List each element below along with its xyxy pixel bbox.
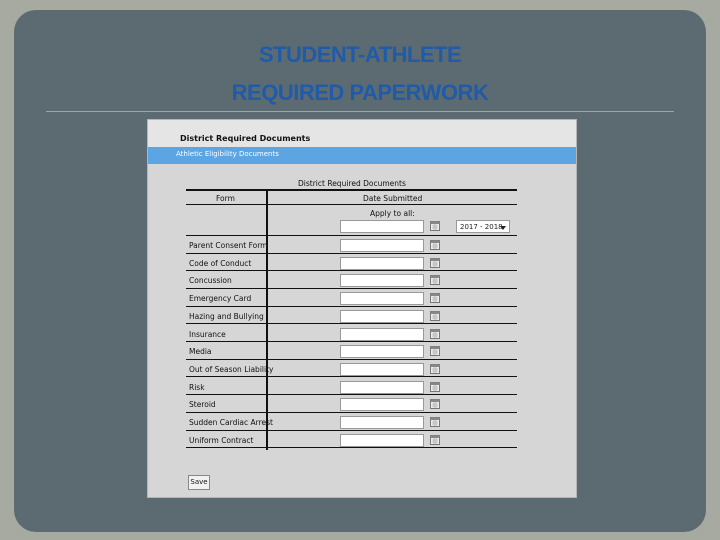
document-row-label: Steroid xyxy=(189,400,216,410)
panel-header-title: District Required Documents xyxy=(180,134,311,143)
document-date-input[interactable] xyxy=(340,434,424,447)
row-divider xyxy=(186,323,517,324)
save-button[interactable]: Save xyxy=(188,475,210,490)
calendar-icon[interactable] xyxy=(430,258,440,268)
row-divider xyxy=(186,376,517,377)
school-year-select[interactable] xyxy=(456,220,510,233)
document-row-label: Media xyxy=(189,347,212,357)
chevron-down-icon xyxy=(500,226,506,230)
row-divider xyxy=(186,447,517,448)
row-divider xyxy=(186,341,517,342)
calendar-icon[interactable] xyxy=(430,311,440,321)
slide-title xyxy=(0,36,720,112)
document-date-input[interactable] xyxy=(340,416,424,429)
table-top-border xyxy=(186,189,517,191)
document-date-input[interactable] xyxy=(340,345,424,358)
column-header-date-submitted: Date Submitted xyxy=(363,194,423,203)
document-row-label: Emergency Card xyxy=(189,294,252,304)
document-row-label: Insurance xyxy=(189,329,226,339)
row-divider xyxy=(186,359,517,360)
screenshot-panel xyxy=(147,119,577,498)
document-date-input[interactable] xyxy=(340,398,424,411)
document-date-input[interactable] xyxy=(340,257,424,270)
document-row-label: Uniform Contract xyxy=(189,435,254,445)
row-divider xyxy=(186,412,517,413)
document-row-label: Parent Consent Form xyxy=(189,241,268,250)
row-divider xyxy=(186,306,517,307)
document-date-input[interactable] xyxy=(340,239,424,252)
slide-title-line-2: REQUIRED PAPERWORK xyxy=(231,80,489,105)
column-header-form: Form xyxy=(216,194,235,203)
document-row-label: Code of Conduct xyxy=(189,258,252,268)
document-date-input[interactable] xyxy=(340,381,424,394)
calendar-icon[interactable] xyxy=(430,364,440,374)
document-row-label: Hazing and Bullying xyxy=(189,311,264,321)
calendar-icon[interactable] xyxy=(430,275,440,285)
calendar-icon[interactable] xyxy=(430,293,440,303)
slide-title-line-1: STUDENT-ATHLETE xyxy=(258,42,462,67)
title-divider xyxy=(46,111,674,112)
document-row-label: Risk xyxy=(189,382,205,392)
calendar-icon[interactable] xyxy=(430,435,440,445)
document-row-label: Out of Season Liability xyxy=(189,364,274,374)
row-divider xyxy=(186,430,517,431)
document-date-input[interactable] xyxy=(340,328,424,341)
row-divider xyxy=(186,270,517,271)
calendar-icon[interactable] xyxy=(430,399,440,409)
calendar-icon[interactable] xyxy=(430,240,440,250)
table-header-rule xyxy=(186,204,517,205)
row-divider xyxy=(186,288,517,289)
eligibility-tab-label: Athletic Eligibility Documents xyxy=(176,150,279,158)
apply-to-all-label: Apply to all: xyxy=(370,209,415,218)
calendar-icon[interactable] xyxy=(430,382,440,392)
document-date-input[interactable] xyxy=(340,292,424,305)
panel-header xyxy=(148,120,576,147)
row-divider xyxy=(186,394,517,395)
eligibility-tab-bar[interactable] xyxy=(148,147,576,164)
document-date-input[interactable] xyxy=(340,310,424,323)
calendar-icon[interactable] xyxy=(430,346,440,356)
apply-to-all-date-input[interactable] xyxy=(340,220,424,233)
document-date-input[interactable] xyxy=(340,274,424,287)
document-date-input[interactable] xyxy=(340,363,424,376)
table-caption: District Required Documents xyxy=(298,179,406,188)
school-year-select-value: 2017 - 2018 xyxy=(460,223,503,231)
calendar-icon[interactable] xyxy=(430,221,440,231)
document-row-label: Concussion xyxy=(189,276,232,286)
document-row-label: Sudden Cardiac Arrest xyxy=(189,418,273,427)
row-divider xyxy=(186,253,517,254)
calendar-icon[interactable] xyxy=(430,417,440,427)
calendar-icon[interactable] xyxy=(430,329,440,339)
apply-row-rule xyxy=(186,235,517,236)
